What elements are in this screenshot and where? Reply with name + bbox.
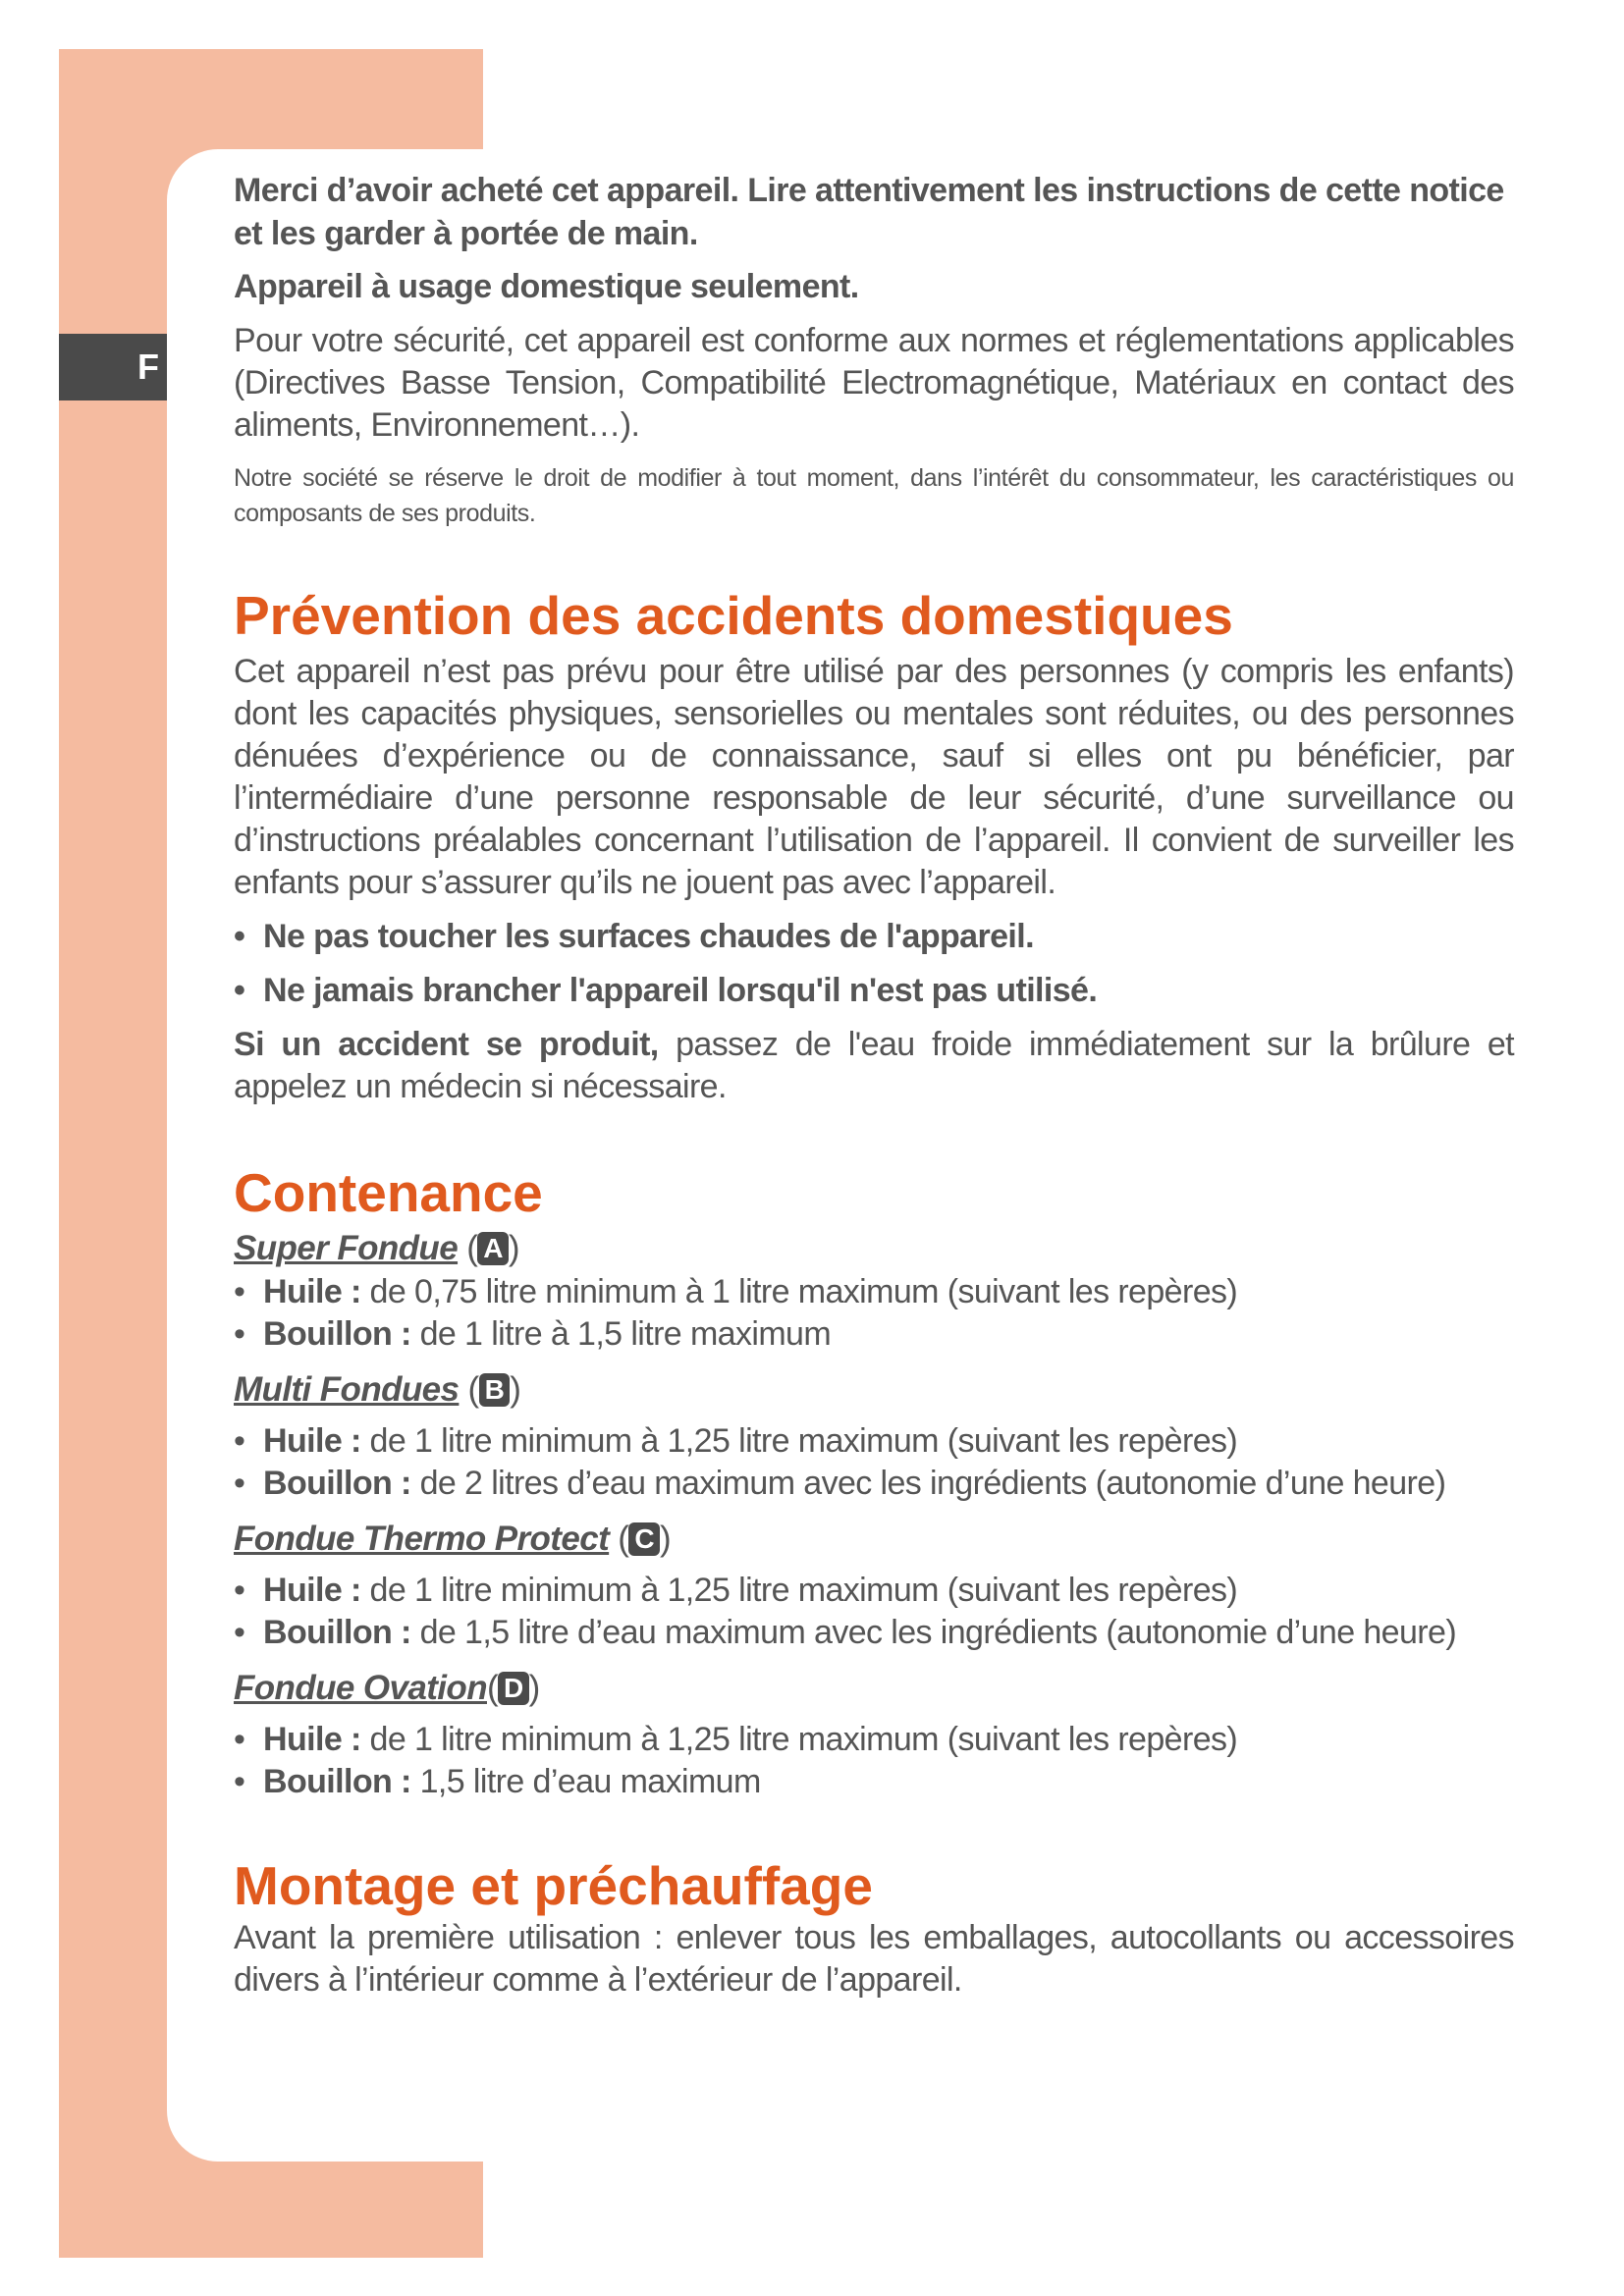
- model-name: Fondue Thermo Protect: [234, 1520, 610, 1558]
- model-huile: [234, 1271, 1514, 1313]
- huile-value: de 1 litre minimum à 1,25 litre maximum (suivant les repères): [360, 1721, 1238, 1758]
- bullet-marker: •: [234, 1422, 245, 1460]
- model-bouillon: [234, 1313, 1514, 1356]
- prevention-bullet-1-text: Ne pas toucher les surfaces chaudes de l'appareil.: [263, 918, 1034, 955]
- bullet-marker: •: [234, 1465, 245, 1502]
- contenance-heading: Contenance: [234, 1162, 543, 1223]
- huile-value: de 1 litre minimum à 1,25 litre maximum (suivant les repères): [360, 1572, 1238, 1609]
- huile-value: de 0,75 litre minimum à 1 litre maximum (suivant les repères): [360, 1273, 1238, 1310]
- bullet-marker: •: [234, 1721, 245, 1758]
- bullet-marker: •: [234, 1273, 245, 1310]
- intro-domestic-use: Appareil à usage domestique seulement.: [234, 268, 859, 305]
- model-heading: Super Fondue ( A ): [234, 1229, 519, 1267]
- bullet-marker: •: [234, 1763, 245, 1800]
- prevention-bullet-2: [234, 970, 1514, 1012]
- intro-disclaimer: Notre société se réserve le droit de modifier à tout moment, dans l’intérêt du consommateur, les caractéristiques ou composants de ses produits.: [234, 464, 1514, 527]
- model-heading: Fondue Ovation( D ): [234, 1669, 540, 1707]
- model-name: Multi Fondues: [234, 1370, 460, 1409]
- model-huile: [234, 1570, 1514, 1612]
- accident-lead: Si un accident se produit,: [234, 1026, 659, 1063]
- prevention-body: Cet appareil n’est pas prévu pour être utilisé par des personnes (y compris les enfants) dont les capacités physiques, sensorielles ou mentales sont réduites, ou des personnes dénuées d’expérience ou de connaissance, sauf si elles ont pu bénéficier, par l’intermédiaire d’une personne responsable de leur sécurité, d’une surveillance ou d’instructions préalables concernant l’utilisation de l’appareil. Il convient de surveiller les enfants pour s’assurer qu’ils ne jouent pas avec l’appareil.: [234, 653, 1514, 901]
- huile-value: de 1 litre minimum à 1,25 litre maximum (suivant les repères): [360, 1422, 1238, 1460]
- model-letter-badge: B: [479, 1373, 511, 1407]
- bouillon-label: Bouillon :: [263, 1763, 411, 1800]
- huile-label: Huile :: [263, 1422, 361, 1460]
- accident-text: passez de l'eau froide immédiatement sur la brûlure et appelez un médecin si nécessaire.: [234, 1026, 1514, 1105]
- model-heading: Fondue Thermo Protect ( C ): [234, 1520, 672, 1558]
- huile-label: Huile :: [263, 1572, 361, 1609]
- prevention-bullet-2-text: Ne jamais brancher l'appareil lorsqu'il n'est pas utilisé.: [263, 972, 1098, 1009]
- model-letter-badge: A: [477, 1232, 509, 1265]
- page-content: [234, 169, 1514, 2002]
- bullet-marker: •: [234, 1315, 245, 1353]
- model-huile: [234, 1719, 1514, 1761]
- model-letter-badge: D: [498, 1672, 529, 1705]
- model-letter-badge: C: [628, 1522, 660, 1556]
- bouillon-value: de 1 litre à 1,5 litre maximum: [410, 1315, 832, 1353]
- accident-paragraph: [234, 1024, 1514, 1108]
- montage-heading: Montage et préchauffage: [234, 1855, 873, 1916]
- model-heading: Multi Fondues ( B ): [234, 1370, 521, 1409]
- intro-thanks: Merci d’avoir acheté cet appareil. Lire attentivement les instructions de cette notice et les garder à portée de main.: [234, 172, 1504, 252]
- language-tab: [59, 334, 167, 400]
- bouillon-value: de 1,5 litre d’eau maximum avec les ingrédients (autonomie d’une heure): [410, 1614, 1457, 1651]
- model-name: Fondue Ovation: [234, 1669, 487, 1707]
- model-bouillon: [234, 1463, 1514, 1505]
- intro-conformity: Pour votre sécurité, cet appareil est conforme aux normes et réglementations applicables (Directives Basse Tension, Compatibilité Electromagnétique, Matériaux en contact des aliments, Environnement…).: [234, 322, 1514, 444]
- bullet-marker: •: [234, 972, 245, 1009]
- bouillon-value: 1,5 litre d’eau maximum: [410, 1763, 761, 1800]
- bouillon-label: Bouillon :: [263, 1614, 411, 1651]
- bouillon-label: Bouillon :: [263, 1315, 411, 1353]
- model-bouillon: [234, 1761, 1514, 1803]
- bullet-marker: •: [234, 1614, 245, 1651]
- huile-label: Huile :: [263, 1273, 361, 1310]
- bullet-marker: •: [234, 918, 245, 955]
- model-name: Super Fondue: [234, 1229, 459, 1267]
- montage-body: Avant la première utilisation : enlever tous les emballages, autocollants ou accessoires divers à l’intérieur comme à l’extérieur de l’appareil.: [234, 1919, 1514, 1999]
- prevention-bullet-1: [234, 916, 1514, 958]
- bullet-marker: •: [234, 1572, 245, 1609]
- prevention-heading: Prévention des accidents domestiques: [234, 585, 1233, 646]
- model-bouillon: [234, 1612, 1514, 1654]
- bouillon-value: de 2 litres d’eau maximum avec les ingrédients (autonomie d’une heure): [410, 1465, 1446, 1502]
- huile-label: Huile :: [263, 1721, 361, 1758]
- model-huile: [234, 1420, 1514, 1463]
- language-tab-label: F: [137, 347, 159, 387]
- bouillon-label: Bouillon :: [263, 1465, 411, 1502]
